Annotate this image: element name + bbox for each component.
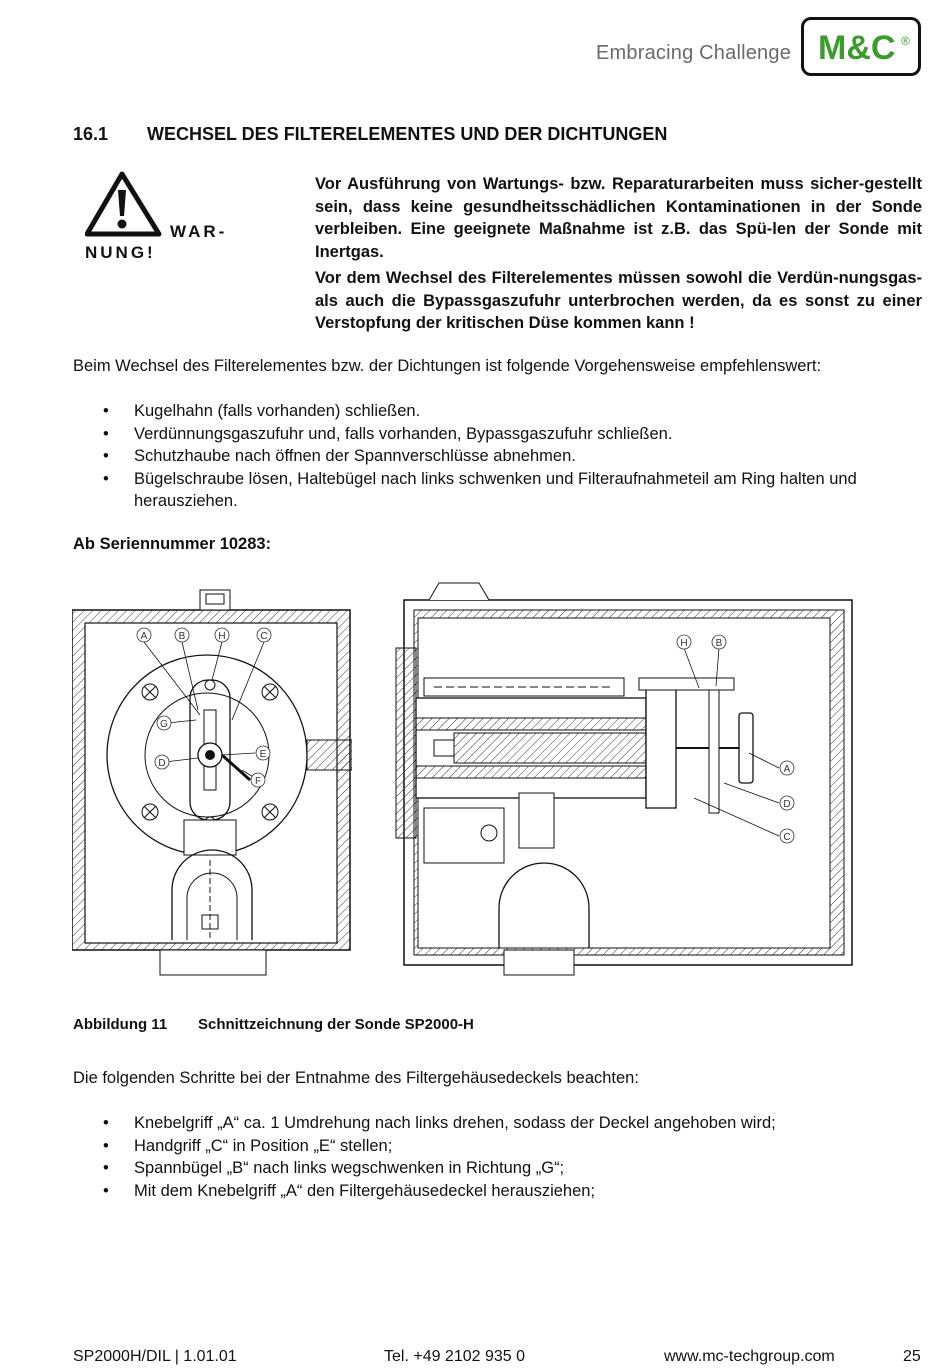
steps-list-2 (73, 1112, 933, 1202)
figure-title: Schnittzeichnung der Sonde SP2000-H (198, 1016, 474, 1033)
list-item: • Mit dem Knebelgriff „A“ den Filtergehäusedeckel herausziehen; (73, 1180, 933, 1203)
footer-doc-id: SP2000H/DIL | 1.01.01 (73, 1348, 237, 1365)
warning-label-part2: NUNG! (85, 243, 156, 262)
callout-label: H (680, 638, 688, 649)
callout-label: C (260, 631, 268, 642)
intro-paragraph: Beim Wechsel des Filterelementes bzw. der Dichtungen ist folgende Vorgehensweise empfehlenswert: (73, 357, 822, 375)
figure-caption (73, 1016, 474, 1033)
section-title: WECHSEL DES FILTERELEMENTES UND DER DICHTUNGEN (147, 124, 668, 144)
warning-text (315, 173, 922, 339)
drawing-front-view (72, 580, 352, 980)
section-number: 16.1 (73, 124, 109, 144)
warning-paragraph-2: Vor dem Wechsel des Filterelementes müssen sowohl die Verdün-nungsgas- als auch die Bypassgaszufuhr unterbrochen werden, da es sonst zu einer Verstopfung der kritischen Düse kommen kann ! (315, 269, 922, 332)
serial-heading: Ab Seriennummer 10283: (73, 535, 272, 553)
section-heading (73, 124, 667, 145)
list-item: • Handgriff „C“ in Position „E“ stellen; (73, 1135, 933, 1158)
footer-website: www.mc-techgroup.com (664, 1348, 835, 1365)
callout-label: A (783, 764, 791, 775)
figure-label: Abbildung 11 (73, 1016, 168, 1033)
logo-mark: ® (901, 34, 910, 48)
logo-text: M&C (818, 29, 896, 67)
warning-block (85, 170, 165, 243)
header-tagline: Embracing Challenge (596, 42, 792, 64)
callout-label: D (158, 758, 166, 769)
steps-list-1 (73, 400, 933, 513)
company-logo (801, 17, 921, 76)
footer-page-number: 25 (903, 1348, 921, 1365)
removal-intro: Die folgenden Schritte bei der Entnahme des Filtergehäusedeckels beachten: (73, 1069, 639, 1087)
callout-label: H (218, 631, 226, 642)
callout-label: D (783, 799, 791, 810)
warning-label-part1: WAR- (170, 222, 228, 241)
warning-triangle-icon (85, 170, 165, 238)
drawing-side-section (394, 578, 874, 988)
list-item: • Schutzhaube nach öffnen der Spannverschlüsse abnehmen. (73, 445, 933, 468)
callout-label: F (254, 776, 262, 787)
list-item: • Verdünnungsgaszufuhr und, falls vorhanden, Bypassgaszufuhr schließen. (73, 423, 933, 446)
callout-label: B (715, 638, 723, 649)
warning-paragraph-1: Vor Ausführung von Wartungs- bzw. Reparaturarbeiten muss sicher-gestellt sein, dass keine gesundheitsschädlichen Kontaminationen in der Sonde verbleiben. Eine geeignete Maßnahme ist z.B. das Spü-len der Sonde mit Inertgas. (315, 175, 922, 261)
list-item: • Bügelschraube lösen, Haltebügel nach links schwenken und Filteraufnahmeteil am Ring halten und herausziehen. (73, 468, 933, 513)
callout-label: A (140, 631, 148, 642)
callout-label: E (259, 749, 267, 760)
callout-label: C (783, 832, 791, 843)
list-item: • Spannbügel „B“ nach links wegschwenken in Richtung „G“; (73, 1157, 933, 1180)
list-item: • Knebelgriff „A“ ca. 1 Umdrehung nach links drehen, sodass der Deckel angehoben wird; (73, 1112, 933, 1135)
list-item: • Kugelhahn (falls vorhanden) schließen. (73, 400, 933, 423)
callout-label: G (160, 719, 168, 730)
footer-phone: Tel. +49 2102 935 0 (384, 1348, 526, 1365)
callout-label: B (178, 631, 186, 642)
